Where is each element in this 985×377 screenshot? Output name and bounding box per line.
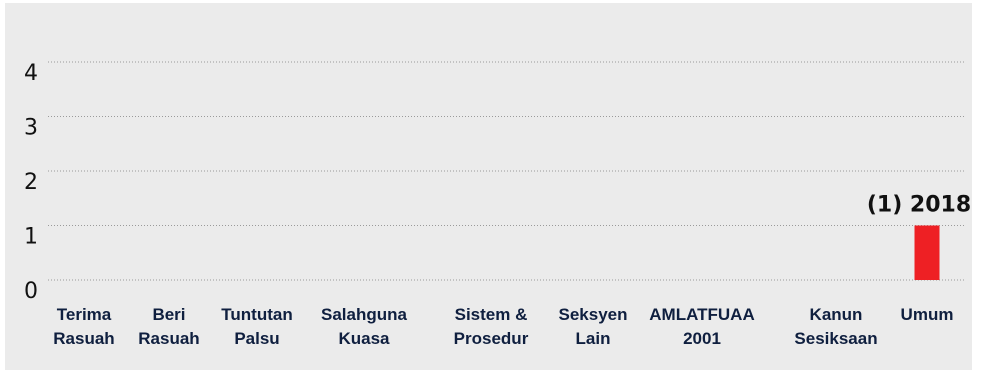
x-tick-label: Terima Rasuah: [53, 305, 115, 348]
bars: [915, 226, 940, 281]
y-tick-label: 0: [24, 279, 38, 304]
y-tick-label: 2: [24, 170, 38, 195]
x-tick-label: Seksyen Lain: [558, 305, 628, 348]
x-axis-ticks: [53, 305, 953, 348]
x-tick-label: Beri Rasuah: [138, 305, 200, 348]
grid-lines: [48, 62, 966, 280]
y-tick-label: 3: [24, 115, 38, 141]
x-tick-label: Salahguna Kuasa: [321, 305, 407, 348]
y-tick-label: 4: [24, 61, 38, 86]
x-tick-label: Sistem & Prosedur: [453, 305, 529, 348]
x-tick-label: Umum: [900, 305, 954, 324]
y-axis-ticks: [24, 61, 38, 304]
x-tick-label: Kanun Sesiksaan: [794, 305, 878, 348]
x-tick-label: Tuntutan Palsu: [221, 305, 293, 348]
x-tick-label: AMLATFUAA 2001: [649, 305, 755, 348]
data-labels: [867, 193, 971, 218]
bar: [915, 226, 940, 281]
y-tick-label: 1: [24, 224, 38, 250]
data-label: (1) 2018: [866, 192, 972, 218]
